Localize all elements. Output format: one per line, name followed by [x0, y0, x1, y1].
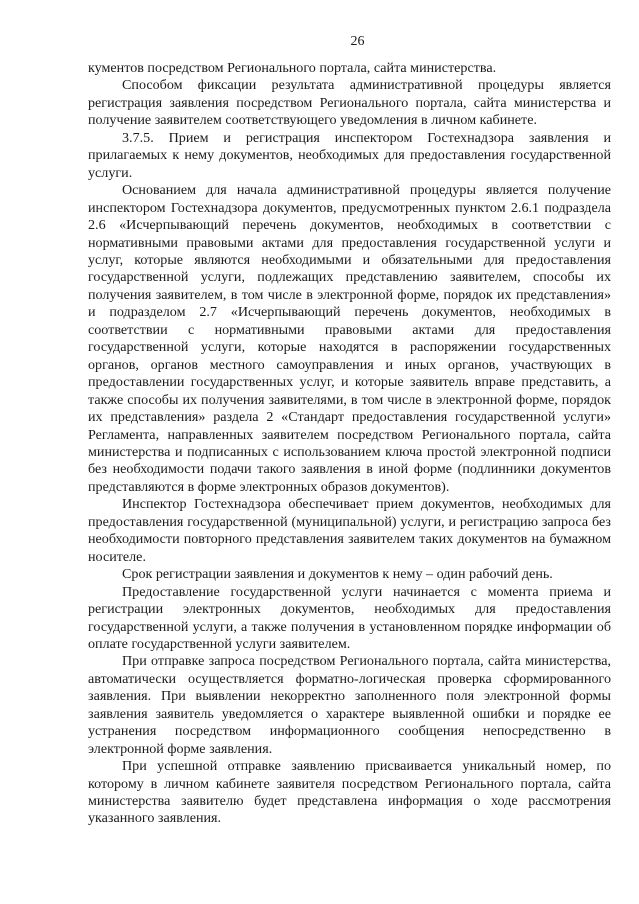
paragraph-format-check: При отправке запроса посредством Регионального портала, сайта министерства, автоматически осуществляется форматно-логическая проверка сформированного заявления. При выявлении некорректно заполненного поля электронной формы заявления заявитель уведомляется о характере выявленной ошибки и порядке ее устранения посредством информационного сообщения непосредственно в электронной форме заявления.: [88, 653, 611, 757]
document-body: [88, 60, 611, 828]
paragraph-basis: Основанием для начала административной процедуры является получение инспектором Гостехнадзора документов, предусмотренных пунктом 2.6.1 подраздела 2.6 «Исчерпывающий перечень документов, необходимых в соответствии с нормативными правовыми актами для предоставления государственной услуги и услуг, которые являются необходимыми и обязательными для предоставления государственной услуги, подлежащих представлению заявителем, способы их получения заявителем, в том числе в электронной форме, порядок их представления» и подразделом 2.7 «Исчерпывающий перечень документов, необходимых в соответствии с нормативными правовыми актами для предоставления государственной услуги, которые находятся в распоряжении государственных органов, органов местного самоуправления и иных органов, участвующих в предоставлении государственных услуг, и которые заявитель вправе представить, а также способы их получения заявителями, в том числе в электронной форме, порядок их представления» раздела 2 «Стандарт предоставления государственной услуги» Регламента, направленных заявителем посредством Регионального портала, сайта министерства и подписанных с использованием ключа простой электронной подписи без необходимости подачи такого заявления в иной форме (подлинники документов представляются в форме электронных образов документов).: [88, 182, 611, 495]
page-number: 26: [350, 34, 365, 49]
section-heading-3-7-5: 3.7.5. Прием и регистрация инспектором Гостехнадзора заявления и прилагаемых к нему документов, необходимых для предоставления государственной услуги.: [88, 129, 611, 181]
paragraph-inspector: Инспектор Гостехнадзора обеспечивает прием документов, необходимых для предоставления государственной (муниципальной) услуги, и регистрацию запроса без необходимости повторного представления заявителем таких документов на бумажном носителе.: [88, 496, 611, 565]
paragraph-unique-number: При успешной отправке заявлению присваивается уникальный номер, по которому в личном кабинете заявителя посредством Регионального портала, сайта министерства заявителю будет представлена информация о ходе рассмотрения указанного заявления.: [88, 758, 611, 827]
paragraph-continuation: кументов посредством Регионального портала, сайта министерства.: [88, 60, 497, 76]
paragraph-deadline: Срок регистрации заявления и документов к нему – один рабочий день.: [122, 566, 553, 583]
paragraph-result-fixation: Способом фиксации результата административной процедуры является регистрация заявления посредством Регионального портала, сайта министерства и получение заявителем соответствующего уведомления в личном кабинете.: [88, 77, 611, 129]
paragraph-service-start: Предоставление государственной услуги начинается с момента приема и регистрации электронных документов, необходимых для предоставления государственной услуги, а также получения в установленном порядке информации об оплате государственной услуги заявителем.: [88, 583, 611, 652]
